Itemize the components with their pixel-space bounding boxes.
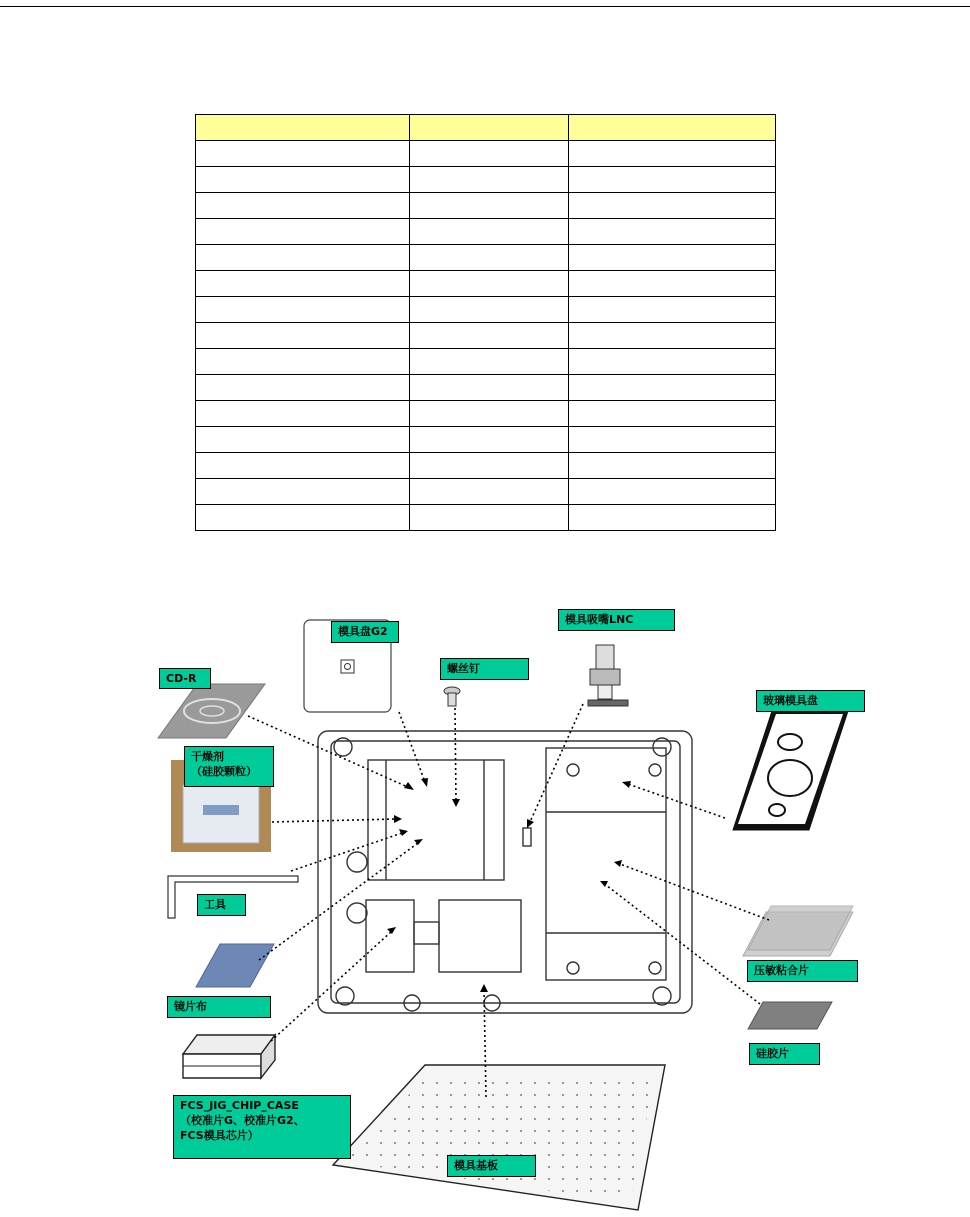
table-cell <box>196 167 410 193</box>
table-cell <box>569 453 776 479</box>
table-cell <box>569 323 776 349</box>
table-header-row <box>196 115 776 141</box>
table-cell <box>196 479 410 505</box>
label-pressure-sheet: 压敏粘合片 <box>747 960 858 982</box>
table-row <box>196 427 776 453</box>
table-cell <box>196 245 410 271</box>
label-silicone-sheet: 硅胶片 <box>749 1043 820 1065</box>
table-cell <box>196 193 410 219</box>
table-cell <box>196 271 410 297</box>
table-row <box>196 245 776 271</box>
table-cell <box>410 245 569 271</box>
table-row <box>196 271 776 297</box>
label-desiccant-line1: 干燥剂 <box>191 750 224 763</box>
table-row <box>196 401 776 427</box>
table-row <box>196 479 776 505</box>
table-cell <box>410 427 569 453</box>
table-cell <box>569 193 776 219</box>
table-cell <box>196 375 410 401</box>
table-cell <box>410 193 569 219</box>
table-header-cell <box>196 115 410 141</box>
lens-cloth-part <box>196 944 274 987</box>
table-row <box>196 141 776 167</box>
table-cell <box>196 219 410 245</box>
table-cell <box>196 427 410 453</box>
parts-table <box>195 114 776 531</box>
nozzle-lnc-part <box>588 645 628 706</box>
table-cell <box>410 297 569 323</box>
screw-part <box>444 687 460 706</box>
label-tool: 工具 <box>197 894 246 916</box>
label-desiccant-line2: （硅胶颗粒） <box>191 765 257 778</box>
label-chip-case-line1: FCS_JIG_CHIP_CASE <box>180 1099 299 1112</box>
table-row <box>196 193 776 219</box>
table-cell <box>569 245 776 271</box>
parts-diagram <box>0 600 970 1217</box>
table-cell <box>410 167 569 193</box>
table-cell <box>569 297 776 323</box>
table-cell <box>196 505 410 531</box>
table-cell <box>569 141 776 167</box>
table-cell <box>569 427 776 453</box>
page-top-rule <box>0 6 970 7</box>
pressure-sheet-part <box>743 906 853 956</box>
table-row <box>196 453 776 479</box>
table-row <box>196 219 776 245</box>
table-cell <box>410 479 569 505</box>
table-cell <box>196 141 410 167</box>
table-cell <box>569 349 776 375</box>
label-glass-jig-tray: 玻璃模具盘 <box>756 690 865 712</box>
table-cell <box>410 401 569 427</box>
table-cell <box>569 401 776 427</box>
label-jig-tray-g2: 模具盘G2 <box>331 621 399 643</box>
label-chip-case-line2: （校准片G、校准片G2、 <box>180 1114 305 1127</box>
table-cell <box>410 453 569 479</box>
table-header-cell <box>410 115 569 141</box>
table-cell <box>410 271 569 297</box>
chip-case-part <box>183 1035 275 1078</box>
table-cell <box>410 323 569 349</box>
table-cell <box>569 271 776 297</box>
arrow-heads <box>387 778 631 992</box>
table-cell <box>410 219 569 245</box>
glass-jig-tray-part <box>733 708 849 830</box>
table-cell <box>569 219 776 245</box>
label-chip-case <box>173 1095 351 1159</box>
label-desiccant <box>184 746 274 787</box>
table-cell <box>410 349 569 375</box>
table-row <box>196 505 776 531</box>
table-cell <box>410 141 569 167</box>
table-cell <box>569 167 776 193</box>
table-cell <box>569 479 776 505</box>
jig-base-part <box>333 1065 665 1210</box>
table-cell <box>569 375 776 401</box>
label-cd-r: CD-R <box>159 668 211 689</box>
label-chip-case-line3: FCS模具芯片） <box>180 1129 259 1142</box>
label-jig-base: 模具基板 <box>447 1155 536 1177</box>
label-nozzle-lnc: 模具吸嘴LNC <box>558 609 675 631</box>
table-row <box>196 167 776 193</box>
table-cell <box>196 323 410 349</box>
label-screw: 螺丝钉 <box>440 658 529 680</box>
table-cell <box>410 375 569 401</box>
cd-r-part <box>158 684 265 738</box>
table-row <box>196 297 776 323</box>
table-header-cell <box>569 115 776 141</box>
table-row <box>196 349 776 375</box>
table-row <box>196 323 776 349</box>
silicone-sheet-part <box>748 1002 832 1029</box>
main-jig-frame <box>318 731 692 1013</box>
label-lens-cloth: 镜片布 <box>167 996 271 1018</box>
table-cell <box>196 453 410 479</box>
table-cell <box>196 349 410 375</box>
table-row <box>196 375 776 401</box>
table-cell <box>196 297 410 323</box>
table-cell <box>196 401 410 427</box>
table-cell <box>569 505 776 531</box>
table-cell <box>410 505 569 531</box>
